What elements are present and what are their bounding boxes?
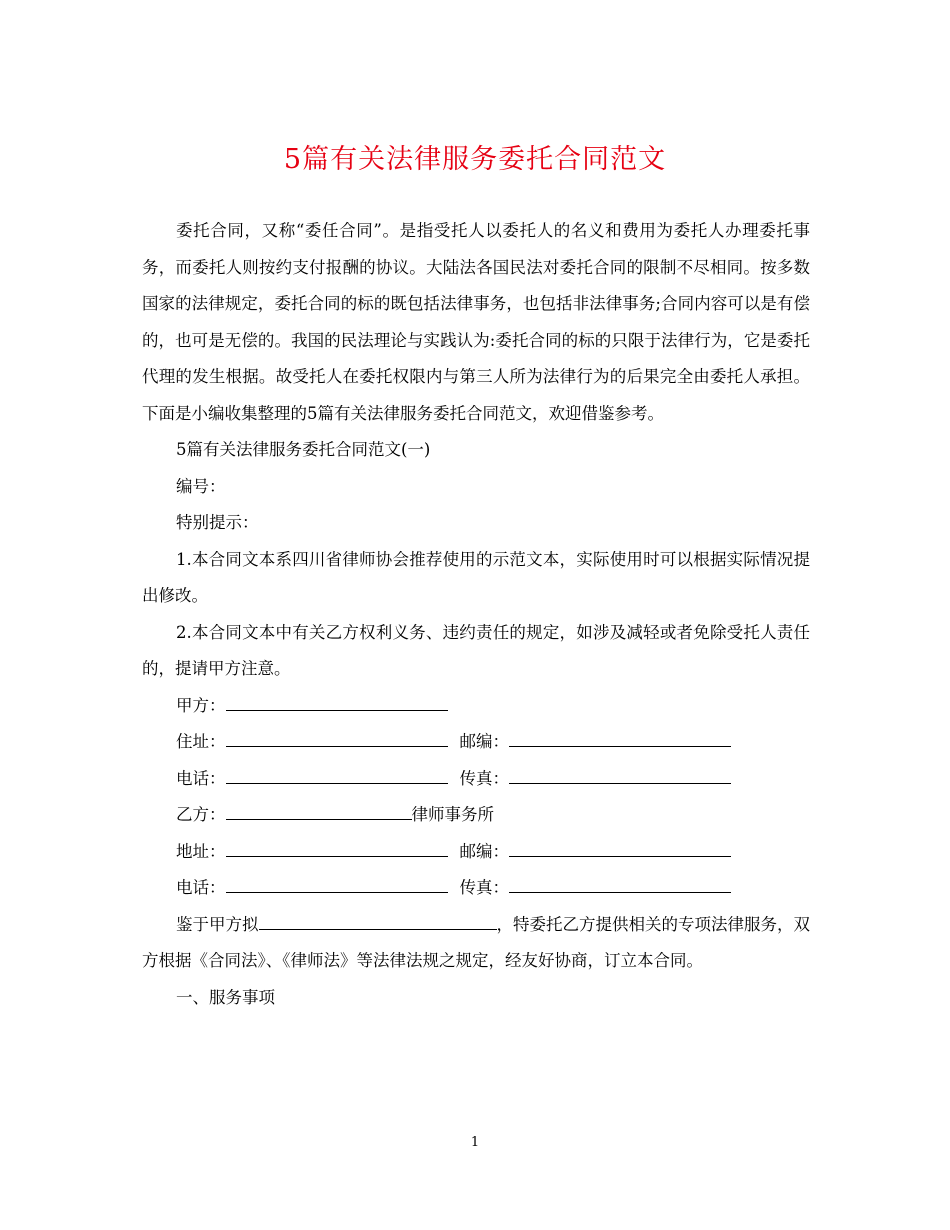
party-a-label: 甲方： <box>176 695 226 715</box>
phone-a-line <box>142 761 810 798</box>
whereas-prefix: 鉴于甲方拟 <box>176 914 259 934</box>
party-a-blank[interactable] <box>226 692 448 711</box>
section-1-heading <box>142 980 810 1017</box>
law-firm-suffix: 律师事务所 <box>411 805 494 824</box>
phone-b-label: 电话： <box>176 878 226 897</box>
address-b-label: 地址： <box>176 841 226 861</box>
number-label: 编号： <box>176 476 226 496</box>
document-title: 5篇有关法律服务委托合同范文 <box>283 144 667 175</box>
address-a-blank[interactable] <box>226 728 448 747</box>
address-b-blank[interactable] <box>226 838 448 857</box>
postcode-a-label: 邮编： <box>459 732 509 751</box>
postcode-a-blank[interactable] <box>509 728 731 747</box>
party-b-label: 乙方： <box>176 805 226 824</box>
address-a-line <box>142 724 810 761</box>
fax-a-label: 传真： <box>459 768 509 788</box>
subheading-text: 5篇有关法律服务委托合同范文(一) <box>176 440 431 459</box>
fax-b-blank[interactable] <box>509 874 731 893</box>
page-number: 1 <box>470 1135 480 1150</box>
notice-item-1: 1.本合同文本系四川省律师协会推荐使用的示范文本，实际使用时可以根据实际情况提出修改。 <box>142 549 810 605</box>
whereas-blank[interactable] <box>259 911 497 930</box>
subheading <box>142 432 810 469</box>
phone-b-blank[interactable] <box>226 874 448 893</box>
party-b-line <box>142 797 810 834</box>
notice-label: 特别提示： <box>176 513 259 532</box>
phone-a-label: 电话： <box>176 768 226 788</box>
whereas-rest: ，特委托乙方提供相关的专项法律服务，双方根据《合同法》、《律师法》等法律法规之规定，经友好协商，订立本合同。 <box>142 914 810 970</box>
party-a-line <box>142 688 810 725</box>
document-body <box>142 213 810 1016</box>
phone-a-blank[interactable] <box>226 765 448 784</box>
section-1-text: 一、服务事项 <box>176 987 275 1007</box>
address-a-label: 住址： <box>176 732 226 751</box>
postcode-b-label: 邮编： <box>459 841 509 861</box>
whereas-paragraph <box>142 907 810 980</box>
party-b-blank[interactable] <box>226 801 412 820</box>
intro-paragraph: 委托合同，又称“委任合同”。是指受托人以委托人的名义和费用为委托人办理委托事务，而委托人则按约支付报酬的协议。大陆法各国民法对委托合同的限制不尽相同。按多数国家的法律规定，委托合同的标的既包括法律事务，也包括非法律事务;合同内容可以是有偿的，也可是无偿的。我国的民法理论与实践认为:委托合同的标的只限于法律行为，它是委托代理的发生根据。故受托人在委托权限内与第三人所为法律行为的后果完全由委托人承担。下面是小编收集整理的5篇有关法律服务委托合同范文，欢迎借鉴参考。 <box>142 221 810 423</box>
fax-a-blank[interactable] <box>509 765 731 784</box>
phone-b-line <box>142 870 810 907</box>
address-b-line <box>142 834 810 871</box>
notice-item-2: 2.本合同文本中有关乙方权利义务、违约责任的规定，如涉及减轻或者免除受托人责任的，提请甲方注意。 <box>142 622 810 678</box>
number-line <box>142 469 810 506</box>
fax-b-label: 传真： <box>459 878 509 897</box>
postcode-b-blank[interactable] <box>509 838 731 857</box>
notice-line <box>142 505 810 542</box>
